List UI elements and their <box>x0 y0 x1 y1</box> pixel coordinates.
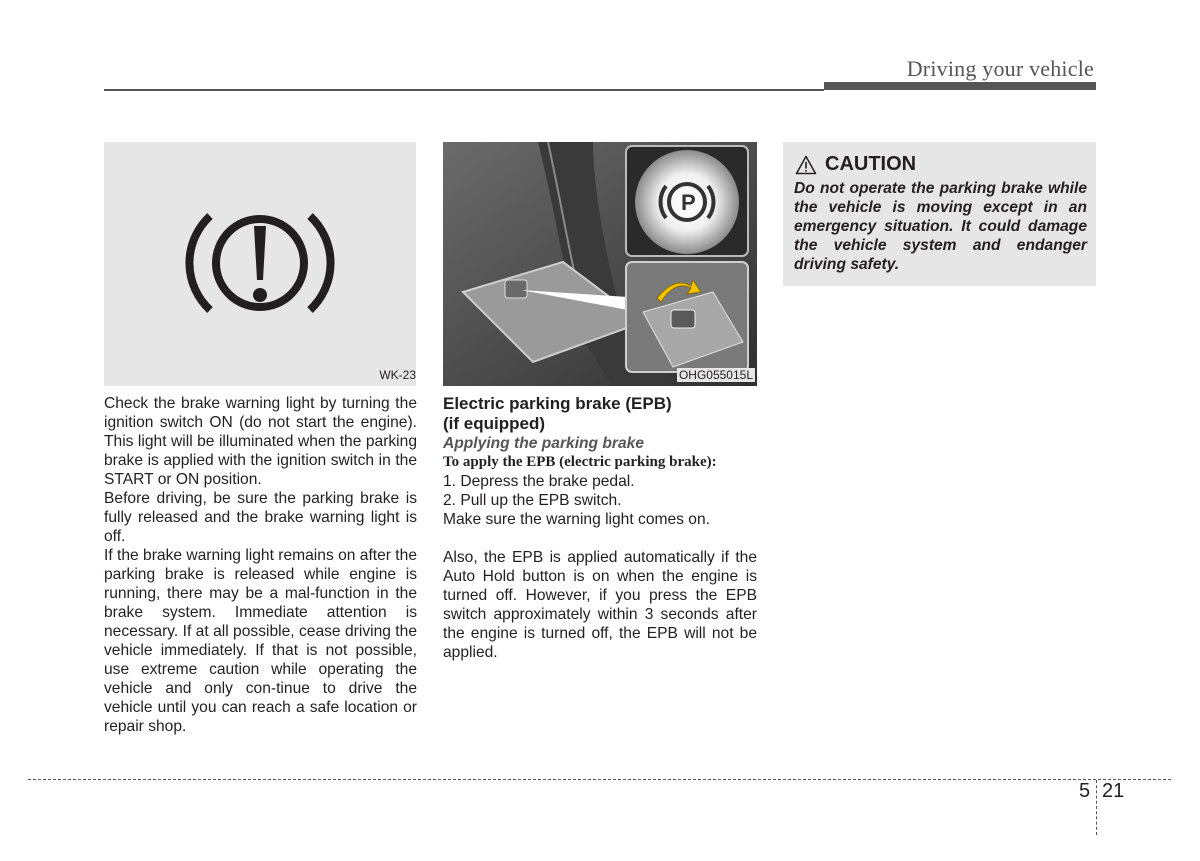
caution-heading <box>795 153 916 176</box>
figure-code: WK-23 <box>379 368 416 382</box>
header-rule <box>104 89 824 91</box>
caution-title: CAUTION <box>825 153 917 175</box>
caution-box <box>783 142 1096 286</box>
brake-warning-text <box>104 394 417 736</box>
caution-text: Do not operate the parking brake while the vehicle is moving except in an emergency situation. It could damage the vehicle system and endanger driving safety. <box>794 180 1087 273</box>
epb-section <box>443 394 757 662</box>
page-number: 21 <box>1102 780 1125 802</box>
paragraph: Before driving, be sure the parking brake is fully released and the brake warning light is off. <box>104 490 417 545</box>
console-drawing <box>443 142 757 386</box>
paragraph: Check the brake warning light by turning the ignition switch ON (do not start the engine). This light will be illuminated when the parking brake is applied with the ignition switch in the START or ON position. <box>104 395 417 488</box>
step-item: 2. Pull up the EPB switch. <box>443 492 622 509</box>
warning-triangle-icon <box>795 155 817 175</box>
brake-warning-figure <box>104 142 416 386</box>
paragraph: Also, the EPB is applied automatically if the Auto Hold button is on when the engine is turned off. However, if you press the EPB switch approximately within 3 seconds after the engine is turned off, the EPB will not be applied. <box>443 549 757 661</box>
svg-text:P: P <box>681 190 696 215</box>
footer-divider <box>28 779 1171 780</box>
subsection-heading: Applying the parking brake <box>443 435 645 452</box>
paragraph: If the brake warning light remains on after the parking brake is released while engine is running, there may be a mal-function in the brake system. Immediate attention is necessary. If at all possible, cease driving the vehicle immediately. If that is not possible, use extreme caution while operating the vehicle and only con-tinue to drive the vehicle until you can reach a safe location or repair shop. <box>104 547 417 735</box>
epb-switch-illustration <box>443 142 757 386</box>
header-rule-thick <box>824 82 1096 90</box>
page-number-divider <box>1096 780 1097 835</box>
chapter-number: 5 <box>1079 780 1091 802</box>
page-header-title: Driving your vehicle <box>906 56 1094 81</box>
section-heading-sub: (if equipped) <box>443 414 545 433</box>
step-item: 1. Depress the brake pedal. <box>443 473 635 490</box>
section-heading: Electric parking brake (EPB) <box>443 394 672 413</box>
brake-warning-icon <box>180 198 340 328</box>
figure-code: OHG055015L <box>678 368 753 382</box>
instruction-lead: To apply the EPB (electric parking brake): <box>443 454 717 470</box>
step-item: Make sure the warning light comes on. <box>443 511 710 528</box>
